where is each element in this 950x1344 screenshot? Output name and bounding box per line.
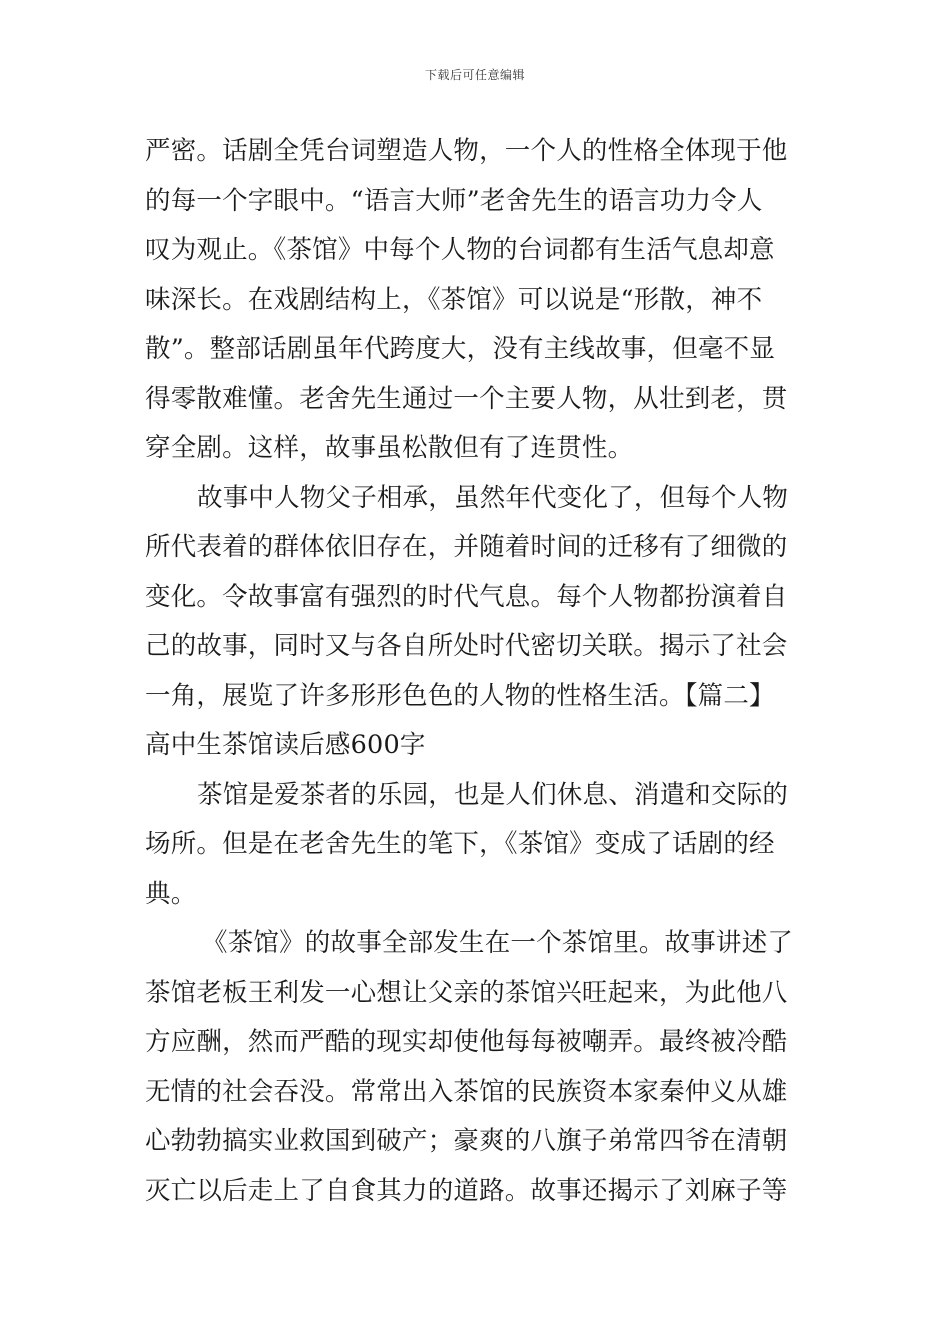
text-line: 变化。令故事富有强烈的时代气息。每个人物都扮演着自 [145,581,788,612]
text-line: 典。 [145,878,197,909]
paragraph-2 [145,474,810,771]
text-line: 严密。话剧全凭台词塑造人物，一个人的性格全体现于他 [145,136,788,166]
text-line: 所代表着的群体依旧存在，并随着时间的迁移有了细微的 [145,532,788,562]
text-line: 味深长。在戏剧结构上，《茶馆》可以说是“形散，神不 [145,284,763,315]
text-line: 的每一个字眼中。“语言大师”老舍先生的语言功力令人 [145,185,763,216]
text-line: 得零散难懂。老舍先生通过一个主要人物，从壮到老，贯 [145,383,788,414]
text-line: 己的故事，同时又与各自所处时代密切关联。揭示了社会 [145,631,788,661]
text-line: 灭亡以后走上了自食其力的道路。故事还揭示了刘麻子等 [145,1175,788,1206]
text-line: 故事中人物父子相承，虽然年代变化了，但每个人物 [197,482,789,513]
page-header: 下载后可任意编辑 [424,68,525,82]
text-line: 茶馆老板王利发一心想让父亲的茶馆兴旺起来，为此他八 [145,977,788,1008]
document-body [145,127,810,1216]
text-line: 场所。但是在老舍先生的笔下，《茶馆》变成了话剧的经 [145,829,775,859]
paragraph-3 [145,771,810,920]
text-line: 心勃勃搞实业救国到破产；豪爽的八旗子弟常四爷在清朝 [145,1126,788,1156]
paragraph-1 [145,127,810,474]
text-line: 叹为观止。《茶馆》中每个人物的台词都有生活气息却意 [145,235,775,265]
text-line: 方应酬，然而严酷的现实却使他每每被嘲弄。最终被冷酷 [145,1027,788,1057]
section-heading: 高中生茶馆读后感600字 [145,730,426,760]
text-line: 茶馆是爱茶者的乐园，也是人们休息、消遣和交际的 [197,779,789,810]
text-line: 穿全剧。这样，故事虽松散但有了连贯性。 [145,433,634,463]
text-line: 无情的社会吞没。常常出入茶馆的民族资本家秦仲义从雄 [145,1076,788,1107]
paragraph-4 [145,919,810,1216]
text-line: 《茶馆》的故事全部发生在一个茶馆里。故事讲述了 [202,928,794,958]
text-line: 一角，展览了许多形形色色的人物的性格生活。【篇二】 [145,680,775,711]
text-line: 散”。整部话剧虽年代跨度大，没有主线故事，但毫不显 [145,334,776,364]
